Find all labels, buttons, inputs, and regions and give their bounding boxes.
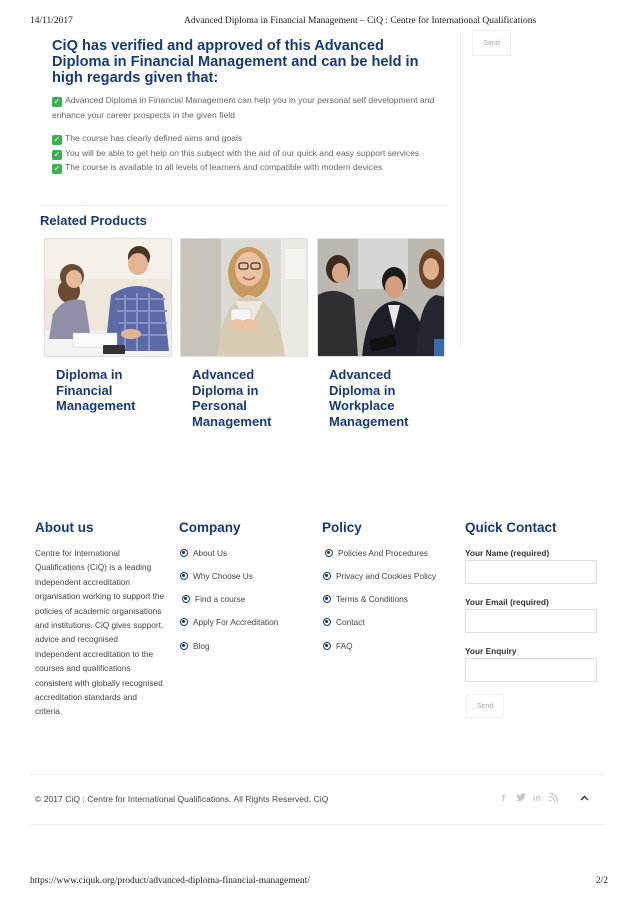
footer-link-apply-accreditation[interactable]: Apply For Accreditation xyxy=(180,617,278,627)
name-input[interactable] xyxy=(465,560,597,584)
circle-dot-icon xyxy=(325,549,333,557)
product-name[interactable]: Diploma in Financial Management xyxy=(56,367,136,413)
sidebar-send-button[interactable]: Send xyxy=(472,30,511,56)
checkmark-icon: ✓ xyxy=(53,149,61,159)
related-products-title: Related Products xyxy=(40,213,147,228)
product-name[interactable]: Advanced Diploma in Personal Management xyxy=(192,367,272,429)
product-card[interactable] xyxy=(44,238,172,413)
linkedin-icon[interactable]: in xyxy=(533,793,541,803)
email-input[interactable] xyxy=(465,609,597,633)
verification-heading: CiQ has verified and approved of this Advanced Diploma in Financial Management and can be held in high regards given that: xyxy=(52,38,419,86)
circle-dot-icon xyxy=(180,642,188,650)
footer-link-privacy[interactable]: Privacy and Cookies Policy xyxy=(323,571,436,581)
circle-dot-icon xyxy=(180,549,188,557)
scroll-to-top-icon[interactable] xyxy=(580,793,589,804)
checkmark-icon: ✓ xyxy=(53,135,61,144)
product-image[interactable] xyxy=(44,238,172,357)
footer-link-blog[interactable]: Blog xyxy=(180,641,210,651)
about-text: Centre for International Qualifications (CiQ) is a leading independent accreditation organisation working to support the policies of academic organisations and institutions. CiQ gives support, advice and recognised independent accreditation to the courses and qualifications consistent with globally recognised accreditation standards and criteria. xyxy=(35,548,165,717)
policy-heading: Policy xyxy=(322,520,362,535)
checkmark-icon: ✓ xyxy=(53,164,61,173)
footer-link-why-choose-us[interactable]: Why Choose Us xyxy=(180,571,253,581)
circle-dot-icon xyxy=(180,572,188,580)
intro-paragraph xyxy=(52,93,437,123)
circle-dot-icon xyxy=(182,595,190,603)
print-header xyxy=(30,16,608,28)
email-label: Your Email (required) xyxy=(465,597,549,607)
footer-link-faq[interactable]: FAQ xyxy=(323,641,353,651)
footer-link-about-us[interactable]: About Us xyxy=(180,548,227,558)
circle-dot-icon xyxy=(323,572,331,580)
quick-contact-heading: Quick Contact xyxy=(465,520,557,535)
circle-dot-icon xyxy=(323,595,331,603)
print-url: https://www.ciquk.org/product/advanced-diploma-financial-management/ xyxy=(30,876,310,886)
rss-icon[interactable] xyxy=(549,793,558,804)
product-name[interactable]: Advanced Diploma in Workplace Management xyxy=(329,367,409,429)
print-page-number: 2/2 xyxy=(595,876,608,886)
enquiry-label: Your Enquiry xyxy=(465,646,517,656)
name-label: Your Name (required) xyxy=(465,548,550,558)
list-item: ✓ The course has clearly defined aims and goals xyxy=(53,133,243,144)
circle-dot-icon xyxy=(180,618,188,626)
twitter-icon[interactable] xyxy=(516,793,526,804)
content-divider xyxy=(40,205,448,206)
sidebar-divider xyxy=(460,32,461,350)
about-heading: About us xyxy=(35,520,94,535)
footer-link-find-course[interactable]: Find a course xyxy=(182,594,245,604)
product-image[interactable] xyxy=(317,238,445,357)
footer-divider-bottom xyxy=(30,824,604,825)
product-card[interactable] xyxy=(317,238,445,429)
product-image[interactable] xyxy=(180,238,308,357)
list-item: ✓ You will be able to get help on this subject with the aid of our quick and easy support services xyxy=(53,147,420,159)
footer-divider-top xyxy=(30,774,604,775)
company-heading: Company xyxy=(179,520,241,535)
footer-link-terms[interactable]: Terms & Conditions xyxy=(323,594,408,604)
print-date: 14/11/2017 xyxy=(30,16,73,26)
send-button[interactable]: Send xyxy=(466,694,504,718)
list-item: ✓ The course is available to all levels of learners and compatible with modern devices xyxy=(53,162,383,173)
footer-link-policies[interactable]: Policies And Procedures xyxy=(325,548,428,558)
intro-text: Advanced Diploma in Financial Management can help you in your personal self development and enhance your career prospects in the given field xyxy=(52,95,435,120)
print-title: Advanced Diploma in Financial Management – CiQ : Centre for International Qualifications xyxy=(184,16,537,26)
footer-link-contact[interactable]: Contact xyxy=(323,617,365,627)
facebook-icon[interactable]: f xyxy=(502,793,505,803)
product-card[interactable] xyxy=(180,238,308,429)
circle-dot-icon xyxy=(323,618,331,626)
copyright: © 2017 CiQ : Centre for International Qualifications. All Rights Reserved. CiQ xyxy=(35,794,329,804)
checkmark-icon: ✓ xyxy=(53,97,61,106)
benefit-list xyxy=(52,131,447,175)
enquiry-input[interactable] xyxy=(465,658,597,682)
circle-dot-icon xyxy=(323,642,331,650)
